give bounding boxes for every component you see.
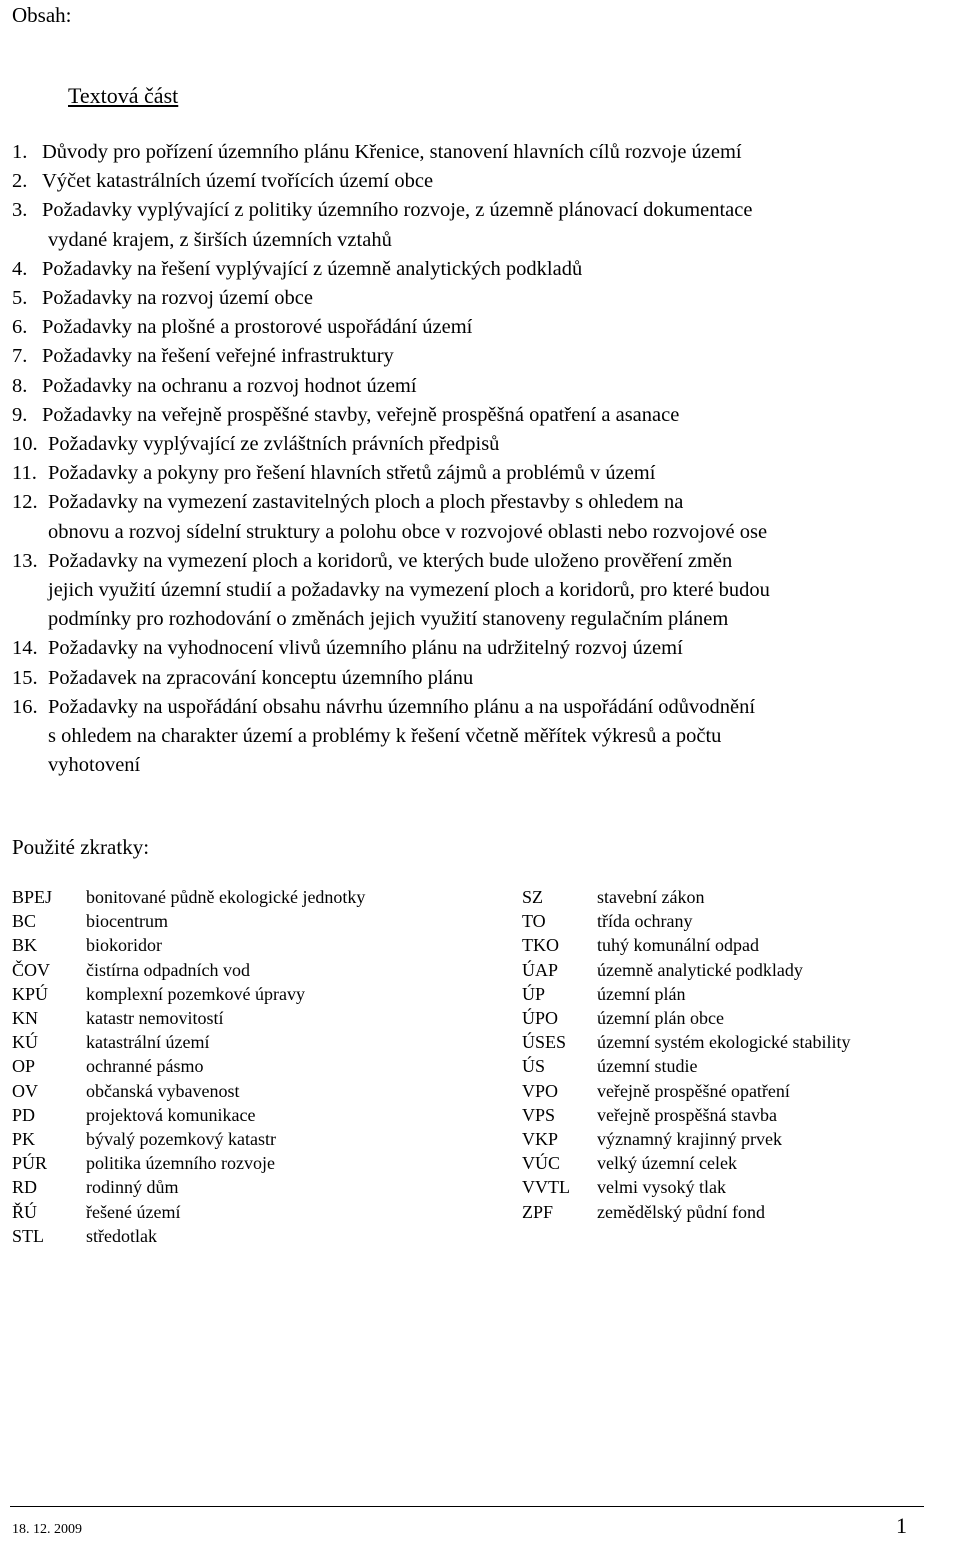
abbreviation-description: veřejně prospěšné opatření bbox=[597, 1081, 790, 1101]
abbreviation-code: VPO bbox=[522, 1081, 559, 1101]
text-part-link[interactable]: Textová část bbox=[68, 83, 179, 108]
abbreviation-code: VPS bbox=[522, 1105, 556, 1125]
abbreviation-description: rodinný dům bbox=[86, 1177, 179, 1197]
abbreviation-code: ÚAP bbox=[522, 960, 559, 980]
toc-item-number: 11. bbox=[12, 462, 37, 484]
abbreviation-description: politika územního rozvoje bbox=[86, 1153, 275, 1173]
abbreviation-code: VVTL bbox=[522, 1177, 570, 1197]
toc-item[interactable] bbox=[12, 547, 732, 576]
toc-item-number: 3. bbox=[12, 199, 28, 221]
abbreviation-description: velký územní celek bbox=[597, 1153, 737, 1173]
toc-item-label: Důvody pro pořízení územního plánu Křenice, stanovení hlavních cílů rozvoje území bbox=[42, 141, 742, 163]
abbreviation-code: BC bbox=[12, 911, 37, 931]
abbreviations-title: Použité zkratky: bbox=[12, 835, 150, 859]
toc-item-label: Výčet katastrálních území tvořících území obce bbox=[42, 170, 434, 192]
toc-item-number: 14. bbox=[12, 637, 38, 659]
toc-item-label: Požadavky na řešení veřejné infrastruktury bbox=[42, 345, 394, 367]
toc-item[interactable] bbox=[12, 430, 499, 459]
toc-item-number: 6. bbox=[12, 316, 28, 338]
toc-item-number: 12. bbox=[12, 491, 38, 513]
abbreviation-code: SZ bbox=[522, 887, 544, 907]
page-number: 1 bbox=[896, 1513, 907, 1538]
toc-item[interactable] bbox=[12, 488, 683, 517]
abbreviation-description: územní plán obce bbox=[597, 1008, 724, 1028]
toc-item-continuation[interactable]: podmínky pro rozhodování o změnách jejich využití stanoveny regulačním plánem bbox=[48, 608, 729, 630]
abbreviation-code: OP bbox=[12, 1056, 36, 1076]
abbreviation-code: BPEJ bbox=[12, 887, 53, 907]
toc-item-label: Požadavky na vymezení zastavitelných ploch a ploch přestavby s ohledem na bbox=[48, 491, 684, 513]
toc-item[interactable] bbox=[12, 196, 752, 225]
abbreviation-code: PÚR bbox=[12, 1153, 48, 1173]
toc-item-continuation[interactable]: jejich využití územní studií a požadavky na vymezení ploch a koridorů, pro které budou bbox=[48, 579, 770, 601]
abbreviation-code: RD bbox=[12, 1177, 38, 1197]
abbreviation-description: řešené území bbox=[86, 1202, 181, 1222]
toc-item-label: Požadavky vyplývající z politiky územního rozvoje, z územně plánovací dokumentace bbox=[42, 199, 753, 221]
abbreviation-code: ÚSES bbox=[522, 1032, 567, 1052]
toc-item-number: 1. bbox=[12, 141, 28, 163]
toc-item[interactable] bbox=[12, 167, 433, 196]
toc-item-number: 15. bbox=[12, 667, 38, 689]
toc-item[interactable] bbox=[12, 284, 313, 313]
abbreviation-description: komplexní pozemkové úpravy bbox=[86, 984, 305, 1004]
toc-item[interactable] bbox=[12, 138, 742, 167]
toc-item-number: 8. bbox=[12, 375, 28, 397]
abbreviation-code: PK bbox=[12, 1129, 36, 1149]
toc-item-number: 4. bbox=[12, 258, 28, 280]
abbreviation-description: významný krajinný prvek bbox=[597, 1129, 782, 1149]
abbreviation-code: ČOV bbox=[12, 960, 51, 980]
abbreviation-description: ochranné pásmo bbox=[86, 1056, 204, 1076]
abbreviation-description: územní plán bbox=[597, 984, 686, 1004]
abbreviation-code: VKP bbox=[522, 1129, 559, 1149]
abbreviation-description: katastrální území bbox=[86, 1032, 210, 1052]
abbreviation-code: BK bbox=[12, 935, 38, 955]
abbreviation-description: čistírna odpadních vod bbox=[86, 960, 250, 980]
toc-item-label: Požadavky na plošné a prostorové uspořádání území bbox=[42, 316, 473, 338]
toc-item-number: 16. bbox=[12, 696, 38, 718]
toc-item[interactable] bbox=[12, 372, 417, 401]
toc-item[interactable] bbox=[12, 634, 683, 663]
abbreviation-code: KÚ bbox=[12, 1032, 38, 1052]
abbreviation-description: biokoridor bbox=[86, 935, 162, 955]
toc-item[interactable] bbox=[12, 693, 755, 722]
abbreviation-code: TKO bbox=[522, 935, 559, 955]
abbreviation-code: OV bbox=[12, 1081, 38, 1101]
footer-divider bbox=[10, 1506, 924, 1507]
abbreviation-code: ÚP bbox=[522, 984, 546, 1004]
abbreviation-description: tuhý komunální odpad bbox=[597, 935, 759, 955]
toc-item[interactable] bbox=[12, 401, 679, 430]
abbreviation-description: stavební zákon bbox=[597, 887, 705, 907]
abbreviation-code: ÚPO bbox=[522, 1008, 559, 1028]
toc-item-continuation[interactable]: obnovu a rozvoj sídelní struktury a polohu obce v rozvojové oblasti nebo rozvojové ose bbox=[48, 521, 768, 543]
abbreviation-code: TO bbox=[522, 911, 546, 931]
toc-item-label: Požadavky na vymezení ploch a koridorů, ve kterých bude uloženo prověření změn bbox=[48, 550, 733, 572]
toc-item-label: Požadavky vyplývající ze zvláštních právních předpisů bbox=[48, 433, 500, 455]
abbreviation-description: územní systém ekologické stability bbox=[597, 1032, 851, 1052]
abbreviation-description: katastr nemovitostí bbox=[86, 1008, 224, 1028]
toc-item[interactable] bbox=[12, 255, 582, 284]
abbreviation-description: územně analytické podklady bbox=[597, 960, 803, 980]
toc-item-number: 5. bbox=[12, 287, 28, 309]
abbreviation-description: třída ochrany bbox=[597, 911, 693, 931]
abbreviation-code: ŘÚ bbox=[12, 1202, 38, 1222]
toc-item-label: Požadavky na vyhodnocení vlivů územního plánu na udržitelný rozvoj území bbox=[48, 637, 683, 659]
abbreviation-description: veřejně prospěšná stavba bbox=[597, 1105, 777, 1125]
toc-item-label: Požadavek na zpracování konceptu územního plánu bbox=[48, 667, 474, 689]
toc-item-label: Požadavky na ochranu a rozvoj hodnot území bbox=[42, 375, 417, 397]
toc-item[interactable] bbox=[12, 313, 472, 342]
abbreviation-description: občanská vybavenost bbox=[86, 1081, 240, 1101]
footer-date: 18. 12. 2009 bbox=[12, 1522, 82, 1537]
abbreviation-description: bývalý pozemkový katastr bbox=[86, 1129, 276, 1149]
abbreviation-code: ÚS bbox=[522, 1056, 546, 1076]
abbreviation-code: ZPF bbox=[522, 1202, 554, 1222]
toc-item[interactable] bbox=[12, 342, 394, 371]
abbreviation-description: velmi vysoký tlak bbox=[597, 1177, 726, 1197]
toc-item-number: 7. bbox=[12, 345, 28, 367]
contents-heading: Obsah: bbox=[12, 3, 72, 27]
toc-item[interactable] bbox=[12, 459, 655, 488]
abbreviation-code: KPÚ bbox=[12, 984, 49, 1004]
toc-item-continuation[interactable]: vydané krajem, z širších územních vztahů bbox=[48, 229, 392, 251]
abbreviation-code: PD bbox=[12, 1105, 36, 1125]
toc-item-continuation[interactable]: s ohledem na charakter území a problémy k řešení včetně měřítek výkresů a počtu bbox=[48, 725, 722, 747]
toc-item-label: Požadavky na řešení vyplývající z územně analytických podkladů bbox=[42, 258, 583, 280]
toc-item-number: 9. bbox=[12, 404, 28, 426]
toc-item-number: 10. bbox=[12, 433, 38, 455]
toc-item[interactable] bbox=[12, 664, 473, 693]
toc-item-number: 13. bbox=[12, 550, 38, 572]
abbreviation-code: STL bbox=[12, 1226, 45, 1246]
abbreviation-code: VÚC bbox=[522, 1153, 561, 1173]
abbreviation-description: projektová komunikace bbox=[86, 1105, 256, 1125]
toc-item-label: Požadavky na uspořádání obsahu návrhu územního plánu a na uspořádání odůvodnění bbox=[48, 696, 756, 718]
toc-item-label: Požadavky na rozvoj území obce bbox=[42, 287, 313, 309]
toc-item-label: Požadavky a pokyny pro řešení hlavních střetů zájmů a problémů v území bbox=[48, 462, 656, 484]
toc-item-continuation[interactable]: vyhotovení bbox=[48, 754, 141, 776]
abbreviation-description: bonitované půdně ekologické jednotky bbox=[86, 887, 366, 907]
abbreviation-description: zemědělský půdní fond bbox=[597, 1202, 765, 1222]
toc-item-label: Požadavky na veřejně prospěšné stavby, veřejně prospěšná opatření a asanace bbox=[42, 404, 680, 426]
abbreviation-description: biocentrum bbox=[86, 911, 168, 931]
abbreviation-description: středotlak bbox=[86, 1226, 157, 1246]
abbreviation-description: územní studie bbox=[597, 1056, 698, 1076]
toc-item-number: 2. bbox=[12, 170, 28, 192]
abbreviation-code: KN bbox=[12, 1008, 38, 1028]
